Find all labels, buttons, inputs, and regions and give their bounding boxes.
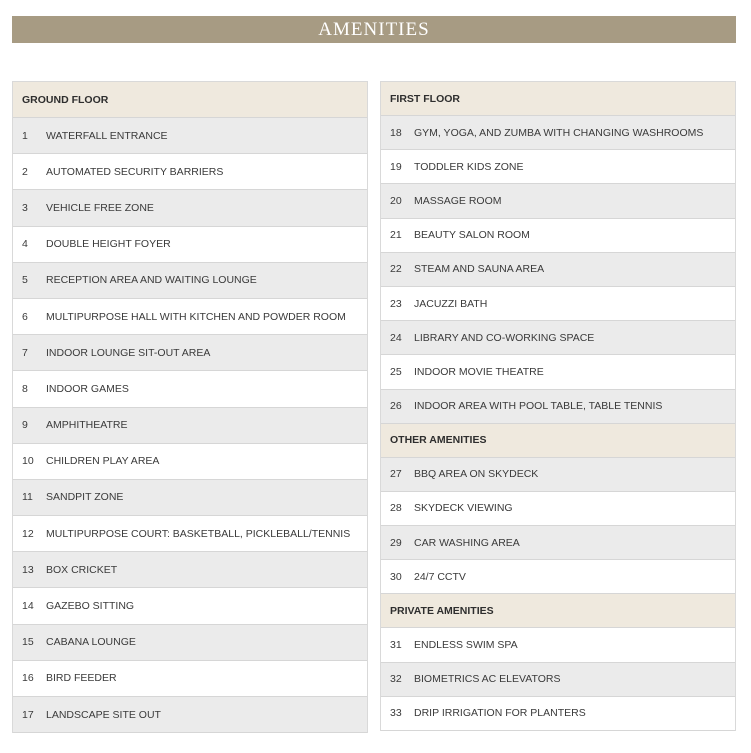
section-heading-other-amenities: OTHER AMENITIES: [381, 424, 735, 458]
item-number: 30: [390, 570, 402, 583]
table-row: [13, 118, 367, 154]
item-label: DOUBLE HEIGHT FOYER: [46, 238, 171, 251]
table-row: [13, 697, 367, 733]
item-number: 4: [22, 238, 28, 251]
section-heading-ground-floor: GROUND FLOOR: [13, 82, 367, 118]
item-label: INDOOR GAMES: [46, 382, 129, 395]
item-number: 20: [390, 194, 402, 207]
item-label: LANDSCAPE SITE OUT: [46, 708, 161, 721]
table-row: [13, 299, 367, 335]
item-number: 11: [22, 491, 33, 504]
item-label: MULTIPURPOSE COURT: BASKETBALL, PICKLEBALL/TENNIS: [46, 527, 351, 540]
table-row: [381, 219, 735, 253]
table-row: [381, 287, 735, 321]
table-row: [13, 263, 367, 299]
table-row: [381, 184, 735, 218]
table-row: [13, 625, 367, 661]
table-row: [381, 628, 735, 662]
item-label: GAZEBO SITTING: [46, 600, 135, 613]
item-label: VEHICLE FREE ZONE: [46, 201, 154, 214]
item-label: LIBRARY AND CO-WORKING SPACE: [414, 331, 595, 344]
item-label: BEAUTY SALON ROOM: [414, 229, 530, 242]
table-row: [13, 227, 367, 263]
item-number: 1: [22, 129, 28, 142]
item-number: 6: [22, 310, 28, 323]
item-number: 22: [390, 263, 402, 276]
item-label: INDOOR AREA WITH POOL TABLE, TABLE TENNIS: [414, 400, 663, 413]
item-label: 24/7 CCTV: [414, 570, 466, 583]
item-label: RECEPTION AREA AND WAITING LOUNGE: [46, 274, 257, 287]
item-label: MULTIPURPOSE HALL WITH KITCHEN AND POWDER ROOM: [46, 310, 346, 323]
item-label: DRIP IRRIGATION FOR PLANTERS: [414, 707, 586, 720]
item-number: 9: [22, 419, 28, 432]
item-number: 33: [390, 707, 402, 720]
item-label: CHILDREN PLAY AREA: [46, 455, 160, 468]
item-number: 23: [390, 297, 402, 310]
item-number: 26: [390, 400, 402, 413]
table-row: [13, 408, 367, 444]
table-row: [13, 371, 367, 407]
item-number: 18: [390, 126, 402, 139]
ground-floor-table: [12, 81, 368, 733]
item-number: 15: [22, 636, 34, 649]
item-number: 7: [22, 346, 28, 359]
table-row: [381, 697, 735, 731]
item-number: 17: [22, 708, 34, 721]
table-row: [13, 480, 367, 516]
item-number: 12: [22, 527, 34, 540]
item-number: 8: [22, 382, 28, 395]
table-row: [381, 253, 735, 287]
item-number: 13: [22, 563, 34, 576]
item-number: 2: [22, 165, 28, 178]
item-label: JACUZZI BATH: [414, 297, 488, 310]
item-label: STEAM AND SAUNA AREA: [414, 263, 545, 276]
section-heading-private-amenities: PRIVATE AMENITIES: [381, 594, 735, 628]
table-row: [381, 663, 735, 697]
item-number: 31: [390, 639, 402, 652]
item-label: ENDLESS SWIM SPA: [414, 639, 518, 652]
table-row: [381, 116, 735, 150]
table-row: [13, 588, 367, 624]
table-row: [381, 560, 735, 594]
table-row: [13, 516, 367, 552]
item-number: 25: [390, 365, 402, 378]
item-label: AUTOMATED SECURITY BARRIERS: [46, 165, 224, 178]
item-label: BOX CRICKET: [46, 563, 118, 576]
item-label: SANDPIT ZONE: [46, 491, 124, 504]
item-number: 10: [22, 455, 34, 468]
table-row: [13, 661, 367, 697]
item-label: INDOOR MOVIE THEATRE: [414, 365, 544, 378]
item-label: BIRD FEEDER: [46, 672, 117, 685]
item-number: 32: [390, 673, 402, 686]
item-number: 27: [390, 468, 402, 481]
table-row: [381, 390, 735, 424]
section-heading-first-floor: FIRST FLOOR: [381, 82, 735, 116]
table-row: [13, 444, 367, 480]
item-number: 16: [22, 672, 34, 685]
table-row: [381, 458, 735, 492]
table-row: [381, 526, 735, 560]
table-row: [381, 321, 735, 355]
table-row: [13, 552, 367, 588]
item-label: BIOMETRICS AC ELEVATORS: [414, 673, 561, 686]
table-row: [381, 355, 735, 389]
item-label: GYM, YOGA, AND ZUMBA WITH CHANGING WASHROOMS: [414, 126, 704, 139]
item-number: 19: [390, 160, 402, 173]
item-label: CABANA LOUNGE: [46, 636, 136, 649]
item-number: 3: [22, 201, 28, 214]
item-label: TODDLER KIDS ZONE: [414, 160, 524, 173]
table-row: [13, 190, 367, 226]
upper-amenities-table: [380, 81, 736, 731]
item-number: 28: [390, 502, 402, 515]
item-label: MASSAGE ROOM: [414, 194, 502, 207]
amenities-title: AMENITIES: [12, 16, 736, 43]
table-row: [381, 492, 735, 526]
item-number: 29: [390, 536, 402, 549]
item-label: WATERFALL ENTRANCE: [46, 129, 168, 142]
item-number: 5: [22, 274, 28, 287]
item-number: 24: [390, 331, 402, 344]
item-label: INDOOR LOUNGE SIT-OUT AREA: [46, 346, 211, 359]
table-row: [13, 154, 367, 190]
table-row: [381, 150, 735, 184]
table-row: [13, 335, 367, 371]
item-number: 21: [390, 229, 402, 242]
item-label: SKYDECK VIEWING: [414, 502, 513, 515]
item-label: AMPHITHEATRE: [46, 419, 128, 432]
item-number: 14: [22, 600, 34, 613]
item-label: BBQ AREA ON SKYDECK: [414, 468, 539, 481]
item-label: CAR WASHING AREA: [414, 536, 520, 549]
